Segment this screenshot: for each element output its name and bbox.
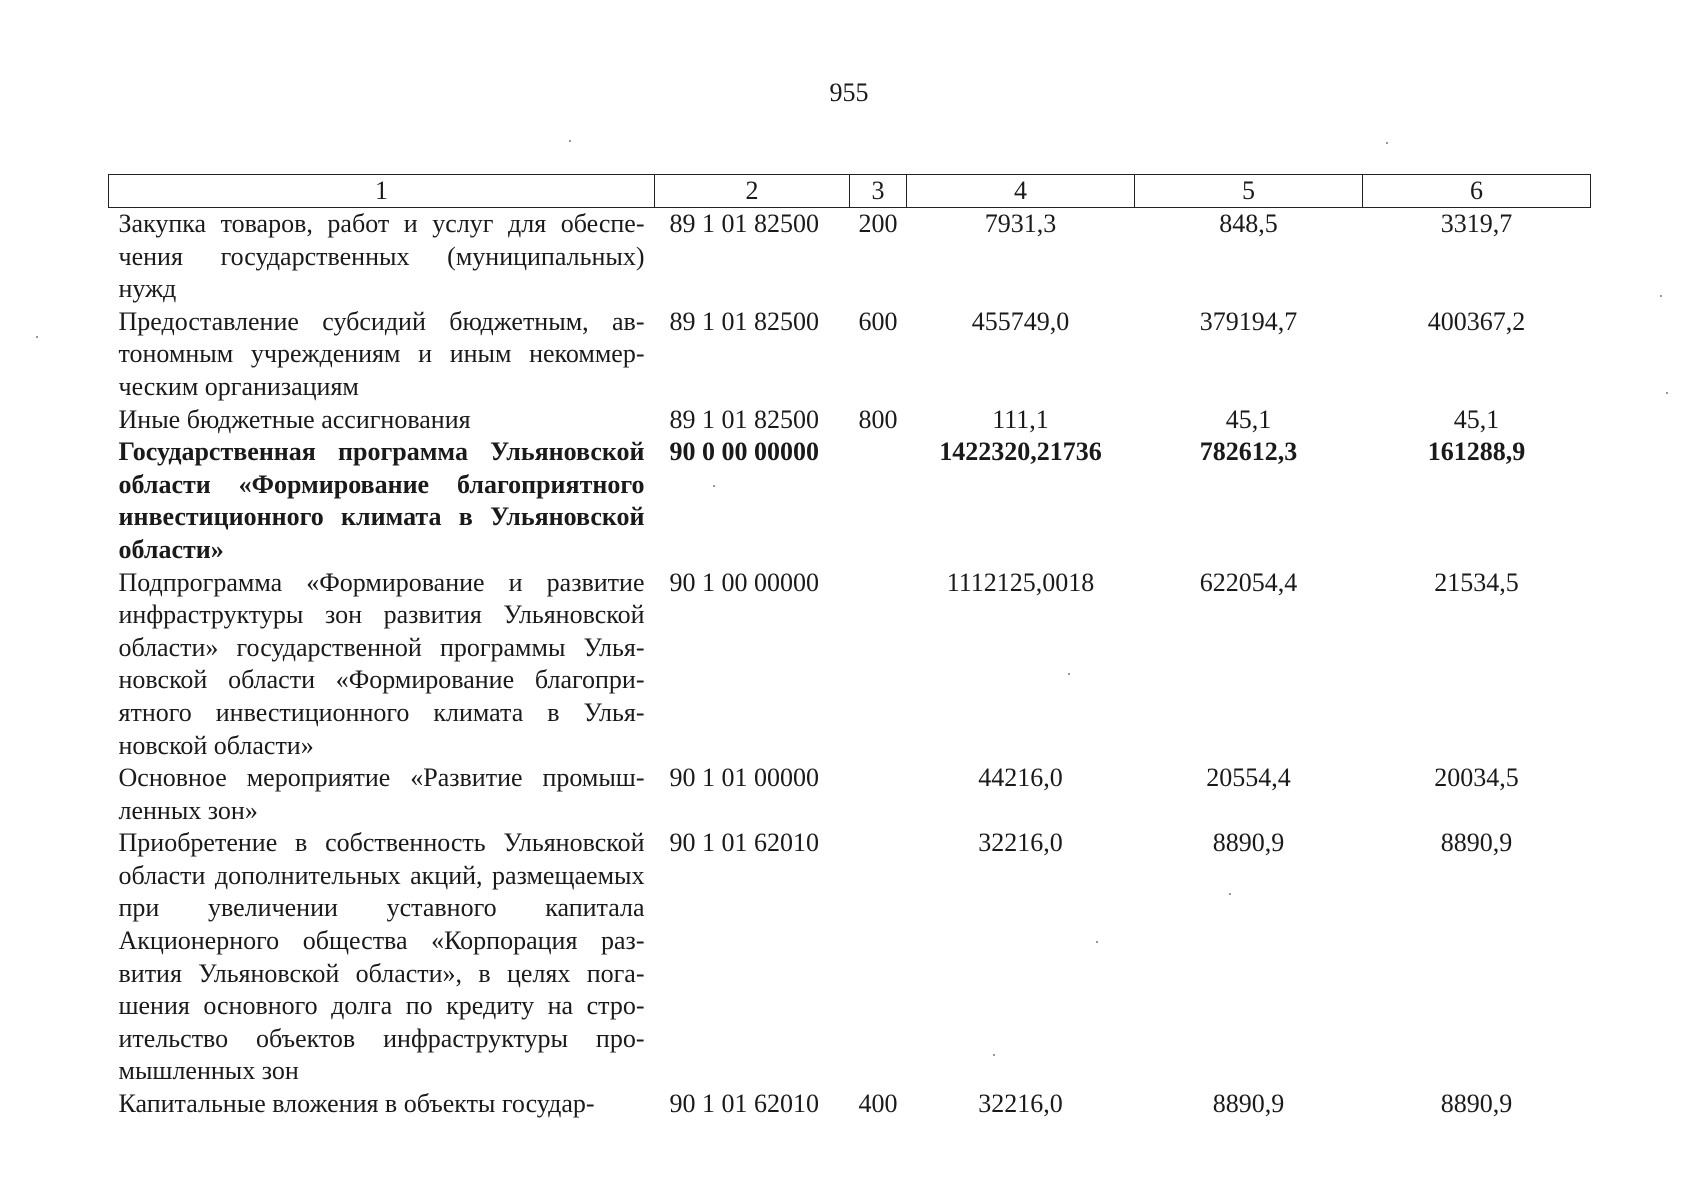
row-target-code: 90 1 00 00000 xyxy=(669,567,819,597)
page-number: 955 xyxy=(829,78,869,107)
row-expense-type xyxy=(850,567,907,763)
row-value-col5: 782612,3 xyxy=(1199,437,1298,467)
scan-speck xyxy=(1229,893,1231,895)
row-expense-type: 600 xyxy=(858,306,898,336)
row-name: Иные бюджетные ассигнования xyxy=(118,404,471,434)
row-value-col5: 622054,4 xyxy=(1199,567,1298,597)
column-header-5: 5 xyxy=(1135,175,1363,208)
row-expense-type xyxy=(850,436,907,566)
row-value-col4: 455749,0 xyxy=(971,306,1070,336)
row-value-col5: 45,1 xyxy=(1225,404,1272,434)
row-value-col6: 3319,7 xyxy=(1440,209,1513,238)
table-row xyxy=(109,762,1591,827)
row-value-col6: 20034,5 xyxy=(1434,763,1519,793)
row-value-col4: 32216,0 xyxy=(978,1089,1063,1119)
table-row xyxy=(109,1088,1591,1121)
row-value-col4: 1422320,21736 xyxy=(939,437,1102,467)
row-value-col5: 8890,9 xyxy=(1212,1089,1285,1119)
column-header-4: 4 xyxy=(907,175,1135,208)
row-value-col5: 20554,4 xyxy=(1206,763,1291,793)
row-value-col6: 400367,2 xyxy=(1427,306,1526,336)
scan-speck xyxy=(713,485,715,487)
scan-speck xyxy=(1096,941,1098,943)
column-header-1: 1 xyxy=(109,175,655,208)
row-target-code: 90 1 01 62010 xyxy=(669,828,819,858)
row-value-col4: 32216,0 xyxy=(978,828,1063,858)
row-value-col5: 379194,7 xyxy=(1199,306,1298,336)
row-target-code: 89 1 01 82500 xyxy=(669,306,819,336)
row-value-col5: 8890,9 xyxy=(1212,828,1285,858)
scan-speck xyxy=(1068,673,1070,675)
row-target-code: 89 1 01 82500 xyxy=(669,404,819,434)
row-name: Закупка товаров, работ и услуг для обеспечения государственных (муниципальных) нужд xyxy=(118,209,645,304)
row-name: Государственная программа Ульяновской области «Формирование благоприятного инвестиционного климата в Ульяновской области» xyxy=(118,437,645,564)
row-name: Капитальные вложения в объекты государ- xyxy=(118,1089,595,1119)
budget-table xyxy=(108,174,1591,1121)
row-value-col6: 8890,9 xyxy=(1440,828,1513,858)
scan-speck xyxy=(36,336,38,338)
row-expense-type: 800 xyxy=(858,404,898,434)
row-expense-type xyxy=(850,827,907,1088)
scan-speck xyxy=(993,1054,995,1056)
row-name: Подпрограмма «Формирование и развитие инфраструктуры зон развития Ульяновской области» государственной программы Ульяновской области «Формирование благоприятного инвестиционного климата в Ульяновской области» xyxy=(118,567,645,760)
row-name: Основное мероприятие «Развитие промышленных зон» xyxy=(118,763,645,825)
table-row xyxy=(109,567,1591,763)
row-value-col4: 1112125,0018 xyxy=(946,567,1095,597)
row-value-col4: 111,1 xyxy=(992,404,1049,434)
row-value-col4: 7931,3 xyxy=(984,209,1057,238)
table-header xyxy=(109,175,1591,208)
row-value-col6: 45,1 xyxy=(1453,404,1500,434)
table-row xyxy=(109,404,1591,437)
column-header-3: 3 xyxy=(850,175,907,208)
column-header-6: 6 xyxy=(1363,175,1591,208)
row-value-col5: 848,5 xyxy=(1219,209,1278,238)
row-target-code: 89 1 01 82500 xyxy=(669,209,819,238)
row-expense-type xyxy=(850,762,907,827)
table-body xyxy=(109,208,1591,1121)
scan-speck xyxy=(1386,142,1388,144)
row-expense-type: 200 xyxy=(858,209,898,238)
row-name: Предоставление субсидий бюджетным, автономным учреждениям и иным некоммерческим организациям xyxy=(118,306,645,401)
scan-speck xyxy=(1660,295,1662,297)
table-row xyxy=(109,827,1591,1088)
row-value-col4: 44216,0 xyxy=(978,763,1063,793)
row-target-code: 90 1 01 00000 xyxy=(669,763,819,793)
table-row xyxy=(109,306,1591,404)
row-target-code: 90 1 01 62010 xyxy=(669,1089,819,1119)
row-value-col6: 161288,9 xyxy=(1427,437,1526,467)
row-target-code: 90 0 00 00000 xyxy=(669,437,819,467)
table-row-program xyxy=(109,436,1591,566)
row-expense-type: 400 xyxy=(858,1089,898,1119)
scan-speck xyxy=(1666,392,1668,394)
column-header-2: 2 xyxy=(655,175,850,208)
row-value-col6: 8890,9 xyxy=(1440,1089,1513,1119)
scan-speck xyxy=(569,140,571,142)
row-name: Приобретение в собственность Ульяновской области дополнительных акций, размещаемых при увеличении уставного капитала Акционерного общества «Корпорация развития Ульяновской области», в целях погашения основного долга по кредиту на строительство объектов инфраструктуры промышленных зон xyxy=(118,828,645,1086)
header-row xyxy=(109,175,1591,208)
row-value-col6: 21534,5 xyxy=(1434,567,1519,597)
table-row xyxy=(109,208,1591,306)
